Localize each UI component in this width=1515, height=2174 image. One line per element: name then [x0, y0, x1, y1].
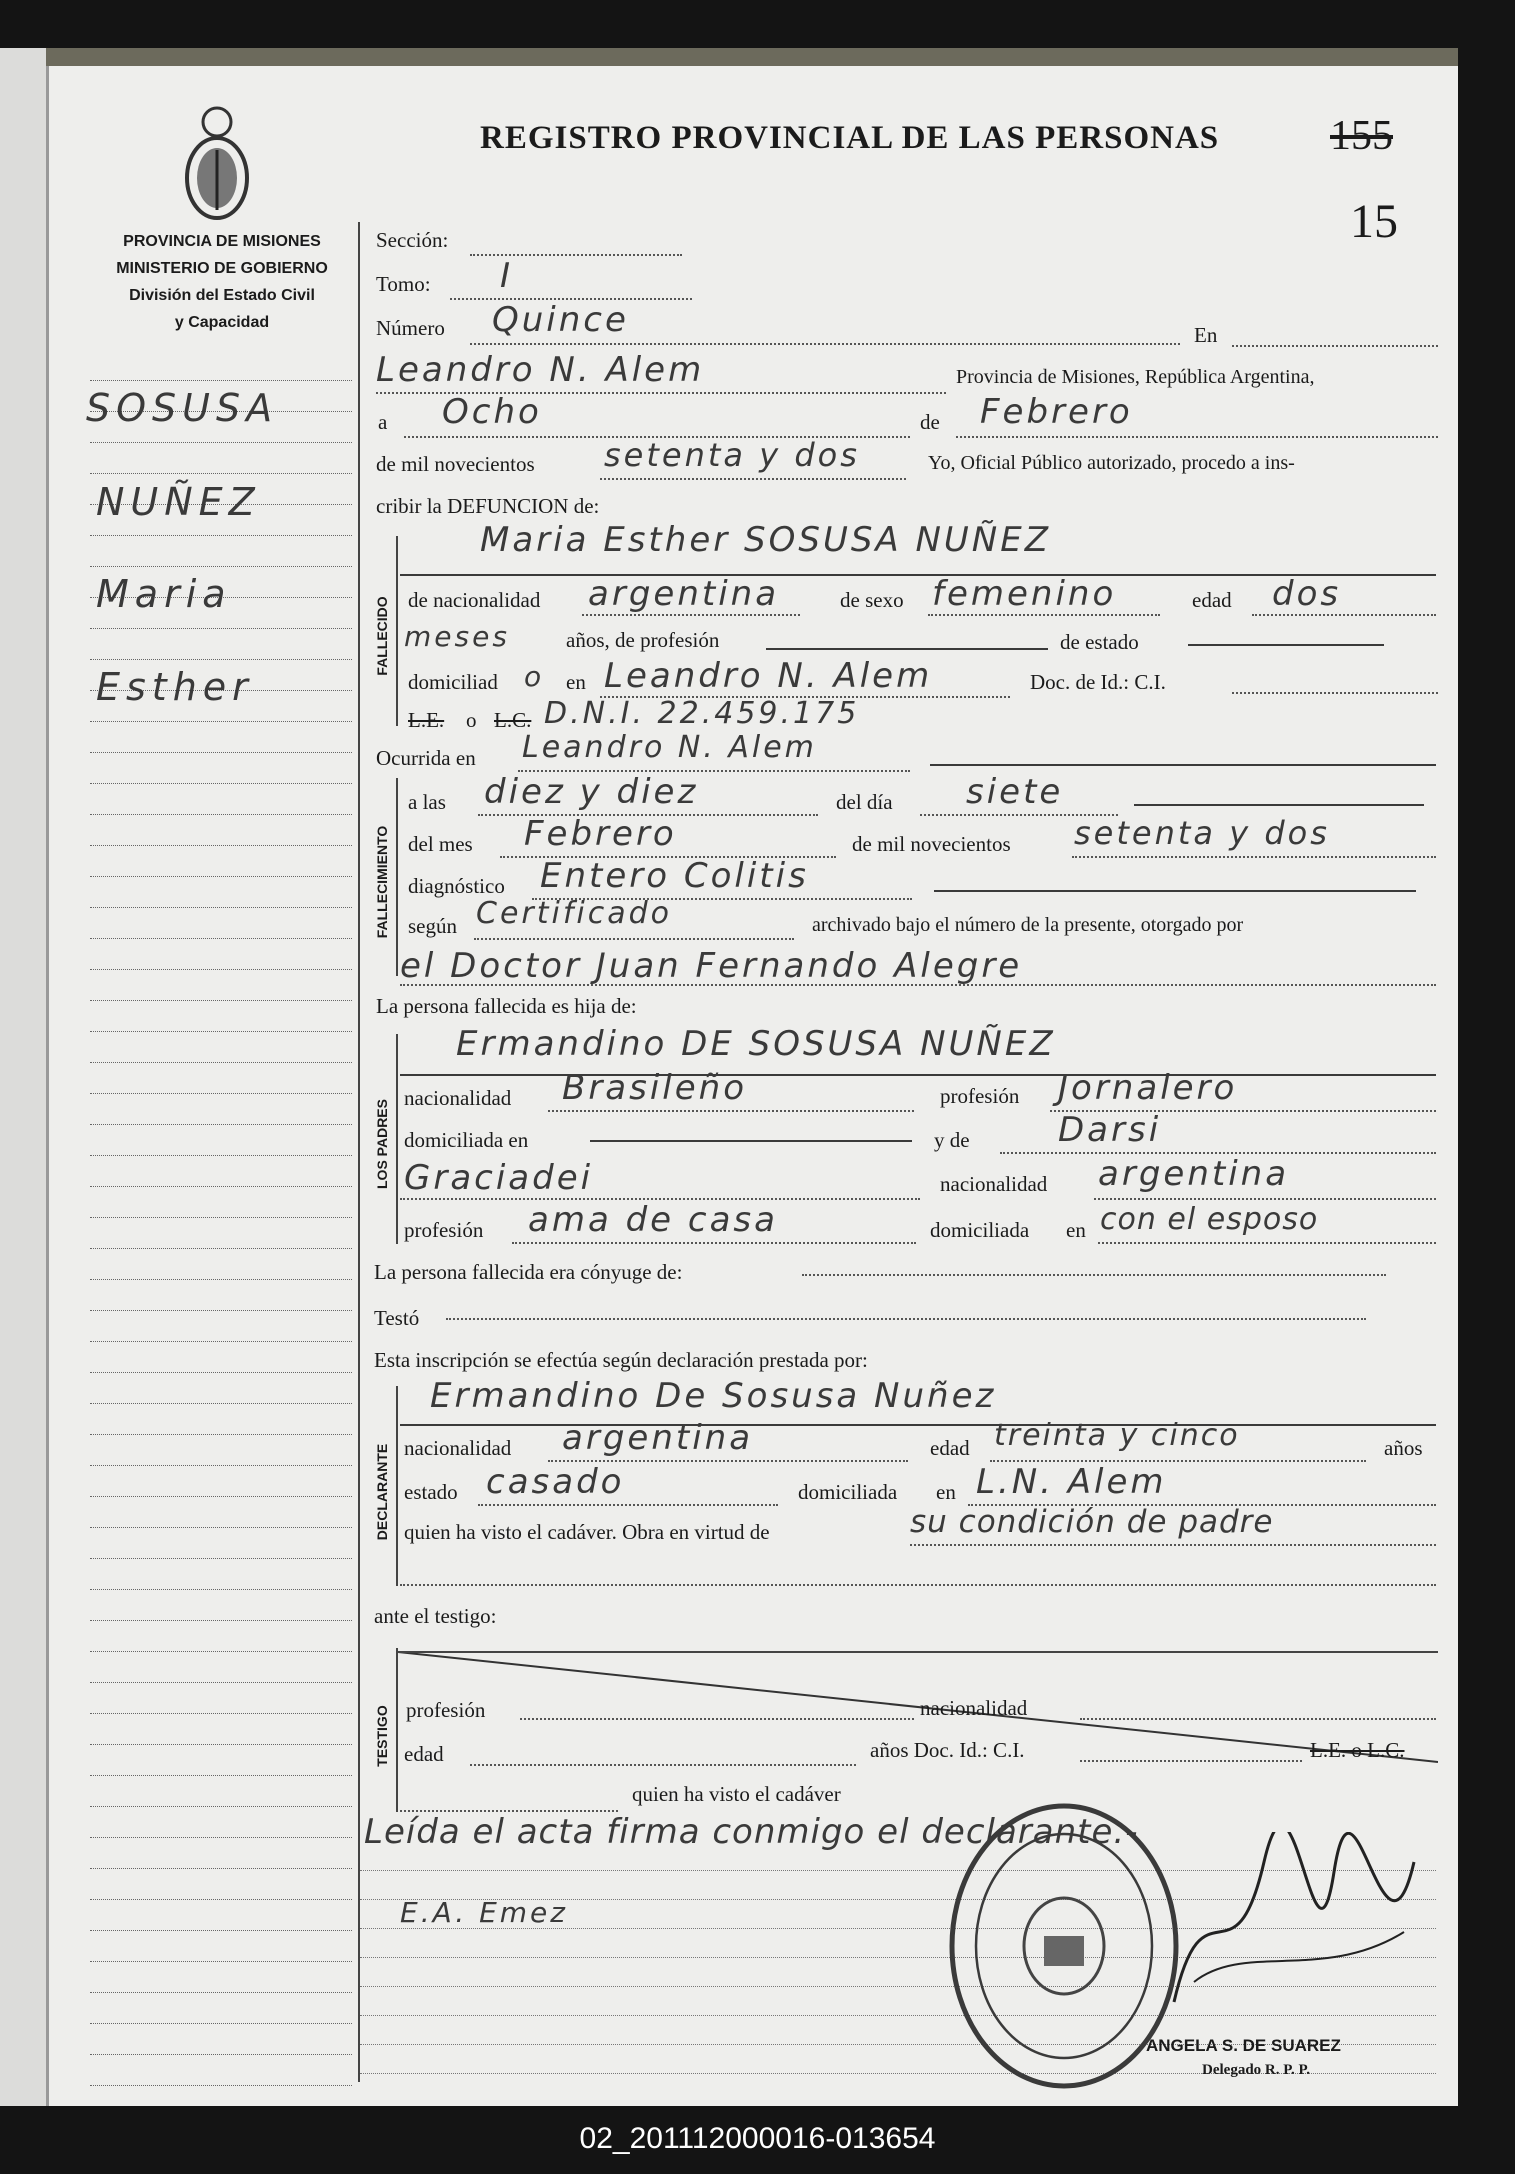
decl-anos-label: años	[1384, 1436, 1423, 1460]
nacionalidad-line	[582, 614, 800, 616]
doc-id-line	[1232, 692, 1438, 694]
sidebar-rule-line	[90, 1434, 352, 1435]
tomo-label: Tomo:	[376, 272, 431, 296]
testigo-le-lc-label: L.E. o L.C.	[1310, 1738, 1405, 1762]
padre-line	[400, 1074, 1436, 1076]
edad-line	[1252, 614, 1436, 616]
a-label: a	[378, 410, 388, 434]
de-mil2-label: de mil novecientos	[852, 832, 1011, 856]
sidebar-rule-line	[90, 1527, 352, 1528]
testigo-section-label: TESTIGO	[374, 1705, 390, 1767]
sidebar-rule-line	[90, 1062, 352, 1063]
decl-virtud-value: su condición de padre	[910, 1504, 1274, 1540]
sidebar-rule-line	[90, 1620, 352, 1621]
decl-extra-line	[400, 1584, 1436, 1586]
testo-label: Testó	[374, 1306, 420, 1330]
decl-nac-value: argentina	[562, 1418, 754, 1458]
madre-prof-value: ama de casa	[528, 1200, 778, 1240]
meses-value: meses	[404, 620, 510, 653]
sidebar-rule-line	[90, 1868, 352, 1869]
sidebar-rule-line	[90, 1465, 352, 1466]
madre-prof-line	[512, 1242, 916, 1244]
testigo-nac-line	[1080, 1718, 1436, 1720]
diagnostico-label: diagnóstico	[408, 874, 505, 898]
numero-value: Quince	[492, 300, 629, 340]
ante-testigo-label: ante el testigo:	[374, 1604, 497, 1628]
conyuge-line	[802, 1274, 1386, 1276]
del-mes-label: del mes	[408, 832, 473, 856]
anio-fall-value: setenta y dos	[1074, 814, 1330, 852]
sidebar-rule-line	[90, 442, 352, 443]
anio-line	[600, 478, 906, 480]
en2-label: en	[566, 670, 586, 694]
madre-nac-value: argentina	[1098, 1154, 1290, 1194]
sidebar-rule-line	[90, 876, 352, 877]
declarante-line	[400, 1424, 1436, 1426]
coat-of-arms-icon	[172, 100, 262, 228]
testigo-doc-label: años Doc. Id.: C.I.	[870, 1738, 1025, 1762]
sexo-value: femenino	[932, 574, 1117, 614]
sidebar-rule-line	[90, 566, 352, 567]
sidebar-lines	[90, 380, 352, 2080]
mes-value: Febrero	[980, 392, 1133, 432]
sidebar-rule-line	[90, 1682, 352, 1683]
anio-value: setenta y dos	[604, 436, 860, 474]
declarante-value: Ermandino De Sosusa Nuñez	[430, 1376, 997, 1416]
anio-fall-line	[1072, 856, 1436, 858]
decl-edad-label: edad	[930, 1436, 970, 1460]
del-dia-label: del día	[836, 790, 893, 814]
sidebar-rule-line	[90, 1341, 352, 1342]
testigo-edad-label: edad	[404, 1742, 444, 1766]
page-title: REGISTRO PROVINCIAL DE LAS PERSONAS	[480, 120, 1220, 156]
sidebar-rule-line	[90, 845, 352, 846]
doctor-line	[400, 984, 1436, 986]
nacionalidad-value: argentina	[588, 574, 780, 614]
anos-profesion-label: años, de profesión	[566, 628, 720, 652]
division-line: División del Estado Civil	[129, 287, 315, 304]
y-de-label: y de	[934, 1128, 970, 1152]
segun-label: según	[408, 914, 457, 938]
testigo-doc-line	[1080, 1760, 1302, 1762]
padres-bracket	[396, 1034, 398, 1244]
segun-line	[474, 938, 794, 940]
signer-name: ANGELA S. DE SUAREZ	[1146, 2036, 1341, 2055]
estado-line	[1188, 644, 1384, 646]
sidebar-rule-line	[90, 1000, 352, 1001]
sidebar-rule-line	[90, 1248, 352, 1249]
yo-oficial-label: Yo, Oficial Público autorizado, procedo a ins-	[928, 452, 1295, 474]
profesion-line	[766, 648, 1048, 650]
domiciliada-en-label: domiciliada en	[404, 1128, 529, 1152]
a-las-label: a las	[408, 790, 446, 814]
en-label: En	[1194, 323, 1218, 347]
sidebar-name-1: Maria	[96, 572, 232, 616]
sidebar-rule-line	[90, 1806, 352, 1807]
sidebar-rule-line	[90, 535, 352, 536]
decl-dom-en-label: en	[936, 1480, 956, 1504]
sidebar-rule-line	[90, 2085, 352, 2086]
province-line: PROVINCIA DE MISIONES	[123, 233, 321, 250]
diagnostico-value: Entero Colitis	[540, 856, 809, 896]
padres-section-label: LOS PADRES	[374, 1099, 390, 1189]
testigo-edad-line	[470, 1764, 856, 1766]
sidebar-rule-line	[90, 1775, 352, 1776]
dia-fall-line-2	[1134, 804, 1424, 806]
madre-dom-value: con el esposo	[1100, 1202, 1319, 1237]
testo-line	[446, 1318, 1366, 1320]
sidebar-rule-line	[90, 1744, 352, 1745]
file-caption: 02_201112000016-013654	[579, 2122, 936, 2155]
nacionalidad-label: de nacionalidad	[408, 588, 541, 612]
sidebar-rule-line	[90, 938, 352, 939]
form-rule	[358, 222, 360, 2082]
hora-value: diez y diez	[484, 772, 699, 812]
fallecido-nombre: Maria Esther SOSUSA NUÑEZ	[480, 520, 1052, 560]
testigo-nac-label: nacionalidad	[920, 1696, 1028, 1720]
sidebar-rule-line	[90, 1930, 352, 1931]
archivado-label: archivado bajo el número de la presente, otorgado por	[812, 914, 1244, 936]
capacity-line: y Capacidad	[174, 314, 270, 331]
madre2-value: Graciadei	[404, 1158, 594, 1198]
provincia-label: Provincia de Misiones, República Argentina,	[956, 366, 1315, 388]
en-line	[1232, 345, 1438, 347]
madre-dom-line	[1098, 1242, 1436, 1244]
seccion-label: Sección:	[376, 228, 449, 252]
numero-line	[470, 343, 1180, 345]
de-label: de	[920, 410, 940, 434]
madre-prof-label: profesión	[404, 1218, 484, 1242]
decl-estado-line	[478, 1504, 778, 1506]
padre-dom-line	[590, 1140, 912, 1142]
sidebar-rule-line	[90, 783, 352, 784]
padre-nac-label: nacionalidad	[404, 1086, 512, 1110]
dia-fall-value: siete	[966, 772, 1064, 812]
sidebar-rule-line	[90, 1310, 352, 1311]
sidebar-surname-2: NUÑEZ	[96, 480, 261, 524]
padre-prof-label: profesión	[940, 1084, 1020, 1108]
domiciliad-label: domiciliad	[408, 670, 498, 694]
folio-number: 15	[1350, 195, 1398, 248]
sidebar-rule-line	[90, 2054, 352, 2055]
hija-de-label: La persona fallecida es hija de:	[376, 994, 637, 1018]
declarant-signature: E.A. Emez	[400, 1896, 568, 1929]
dni-value: D.N.I. 22.459.175	[544, 696, 860, 731]
madre-nac-label: nacionalidad	[940, 1172, 1048, 1196]
province-block	[82, 228, 362, 336]
declarante-bracket	[396, 1386, 398, 1586]
fallecido-section-label: FALLECIDO	[374, 596, 390, 676]
sidebar-rule-line	[90, 1961, 352, 1962]
sidebar-rule-line	[90, 1713, 352, 1714]
fallecimiento-section-label: FALLECIMIENTO	[374, 825, 390, 939]
folio-struck: 155	[1330, 113, 1393, 159]
tomo-value: I	[500, 256, 514, 296]
numero-label: Número	[376, 316, 445, 340]
sidebar-rule-line	[90, 721, 352, 722]
domicilio-value: Leandro N. Alem	[604, 656, 933, 696]
madre-dom-label: domiciliada	[930, 1218, 1030, 1242]
madre-value: Darsi	[1058, 1110, 1162, 1150]
sidebar-rule-line	[90, 1899, 352, 1900]
sidebar-rule-line	[90, 1217, 352, 1218]
doctor-value: el Doctor Juan Fernando Alegre	[400, 946, 1023, 986]
padre-nac-value: Brasileño	[562, 1068, 748, 1108]
declarante-section-label: DECLARANTE	[374, 1443, 390, 1541]
sidebar-rule-line	[90, 659, 352, 660]
sidebar-name-2: Esther	[96, 665, 254, 709]
sidebar-rule-line	[90, 1186, 352, 1187]
sexo-label: de sexo	[840, 588, 904, 612]
sidebar-rule-line	[90, 969, 352, 970]
ministry-line: MINISTERIO DE GOBIERNO	[116, 260, 328, 277]
fallecido-bracket	[396, 536, 398, 726]
doc-id-label: Doc. de Id.: C.I.	[1030, 670, 1166, 694]
sidebar-rule-line	[90, 1124, 352, 1125]
decl-nac-label: nacionalidad	[404, 1436, 512, 1460]
sidebar-rule-line	[90, 1558, 352, 1559]
padre-prof-value: Jornalero	[1058, 1068, 1238, 1108]
sidebar-rule-line	[90, 1992, 352, 1993]
sidebar-rule-line	[90, 814, 352, 815]
left-page-edge	[0, 48, 49, 2106]
sidebar-rule-line	[90, 907, 352, 908]
o-label: o	[466, 708, 477, 732]
inscripcion-label: Esta inscripción se efectúa según declaración prestada por:	[374, 1348, 868, 1372]
ocurrida-value: Leandro N. Alem	[522, 730, 817, 765]
testigo-prof-line	[520, 1718, 914, 1720]
lugar-value: Leandro N. Alem	[376, 350, 705, 390]
edad-label: edad	[1192, 588, 1232, 612]
sexo-line	[928, 614, 1160, 616]
top-binding	[46, 48, 1458, 66]
decl-estado-label: estado	[404, 1480, 458, 1504]
sidebar-rule-line	[90, 1496, 352, 1497]
domiciliad-suffix: o	[524, 660, 545, 693]
sidebar-rule-line	[90, 1155, 352, 1156]
padre-value: Ermandino DE SOSUSA NUÑEZ	[456, 1024, 1056, 1064]
sidebar-rule-line	[90, 1093, 352, 1094]
ocurrida-label: Ocurrida en	[376, 746, 476, 770]
quien-cadaver-label: quien ha visto el cadáver. Obra en virtud de	[404, 1520, 770, 1544]
cribir-label: cribir la DEFUNCION de:	[376, 494, 600, 518]
mes-fall-value: Febrero	[524, 814, 677, 854]
dia-value: Ocho	[442, 392, 542, 432]
padre-nac-line	[548, 1110, 914, 1112]
sidebar-rule-line	[90, 2023, 352, 2024]
decl-virtud-line	[910, 1544, 1436, 1546]
signature-scribble	[1164, 1832, 1434, 2022]
sidebar-rule-line	[90, 1403, 352, 1404]
decl-estado-value: casado	[486, 1462, 625, 1502]
sidebar-rule-line	[90, 1837, 352, 1838]
madre-nac-line	[1094, 1198, 1436, 1200]
sidebar-rule-line	[90, 1031, 352, 1032]
decl-dom-value: L.N. Alem	[976, 1462, 1167, 1502]
diagnostico-line-2	[934, 890, 1416, 892]
signer-role: Delegado R. P. P.	[1202, 2062, 1311, 2078]
de-mil-label: de mil novecientos	[376, 452, 535, 476]
segun-value: Certificado	[476, 896, 673, 931]
sidebar-surname-1: SOSUSA	[86, 386, 279, 430]
sidebar-rule-line	[90, 380, 352, 381]
fallecimiento-bracket	[396, 778, 398, 976]
sidebar-rule-line	[90, 752, 352, 753]
decl-edad-value: treinta y cinco	[994, 1418, 1240, 1453]
sidebar-rule-line	[90, 1589, 352, 1590]
sidebar-rule-line	[90, 1372, 352, 1373]
testigo-prof-label: profesión	[406, 1698, 486, 1722]
madre-dom-en-label: en	[1066, 1218, 1086, 1242]
mes-line	[956, 436, 1438, 438]
sidebar-rule-line	[90, 628, 352, 629]
quien-visto-label: quien ha visto el cadáver	[632, 1782, 841, 1806]
sidebar-rule-line	[90, 1279, 352, 1280]
edad-value: dos	[1272, 574, 1342, 614]
de-estado-label: de estado	[1060, 630, 1139, 654]
sidebar-rule-line	[90, 1651, 352, 1652]
decl-dom-label: domiciliada	[798, 1480, 898, 1504]
lc-label: L.C.	[494, 708, 532, 732]
conyuge-label: La persona fallecida era cónyuge de:	[374, 1260, 683, 1284]
sidebar-rule-line	[90, 473, 352, 474]
leida-text: Leída el acta firma conmigo el declarante.-	[364, 1812, 1139, 1852]
ocurrida-line-2	[930, 764, 1436, 766]
le-label: L.E.	[408, 708, 445, 732]
